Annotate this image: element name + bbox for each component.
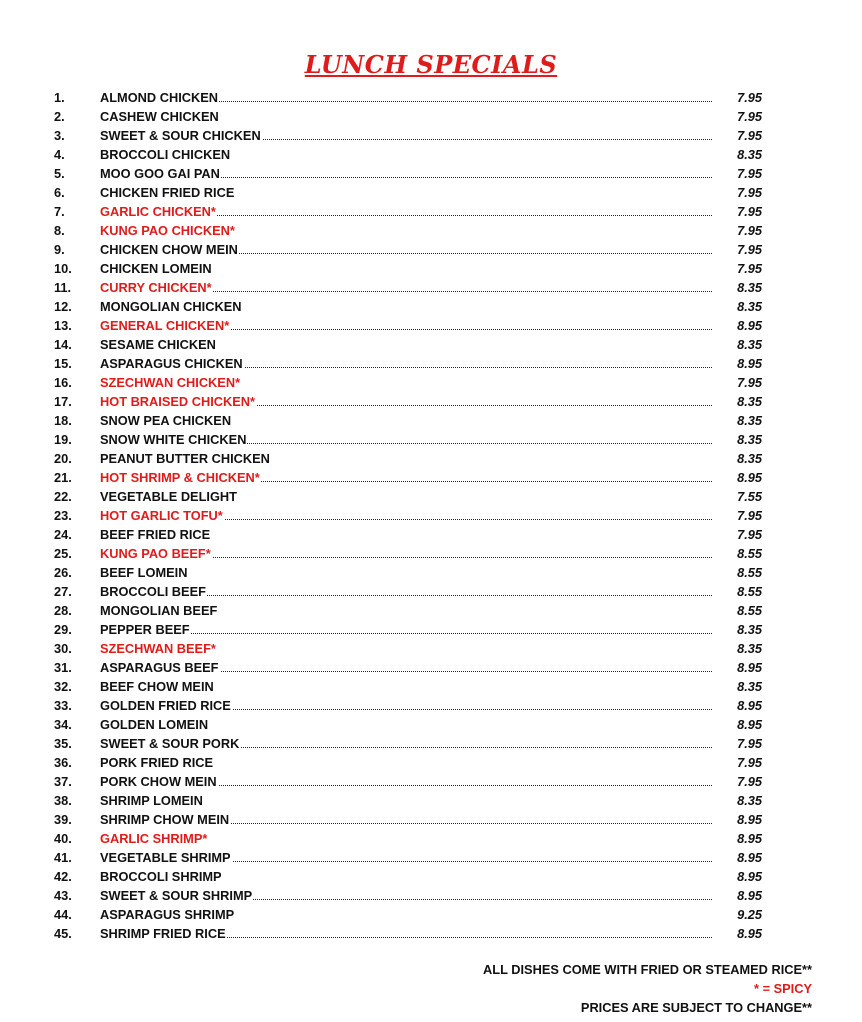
item-name: PEPPER BEEF <box>100 622 190 637</box>
item-price: 7.95 <box>737 242 762 257</box>
item-name-wrapper <box>100 582 712 601</box>
item-name: BROCCOLI SHRIMP <box>100 869 222 884</box>
item-number: 41. <box>54 850 72 865</box>
item-name-wrapper <box>100 468 712 487</box>
item-price: 7.95 <box>737 223 762 238</box>
item-name-wrapper <box>100 753 712 772</box>
menu-item <box>0 563 862 582</box>
item-price: 8.95 <box>737 831 762 846</box>
item-price: 8.55 <box>737 565 762 580</box>
item-price: 7.95 <box>737 166 762 181</box>
item-name: GOLDEN FRIED RICE <box>100 698 231 713</box>
item-name: PORK CHOW MEIN <box>100 774 217 789</box>
item-name-wrapper <box>100 164 712 183</box>
item-name: CASHEW CHICKEN <box>100 109 219 124</box>
item-price: 8.35 <box>737 641 762 656</box>
menu-item <box>0 221 862 240</box>
item-name: MONGOLIAN CHICKEN <box>100 299 242 314</box>
menu-item <box>0 240 862 259</box>
item-name-wrapper <box>100 696 712 715</box>
spicy-legend: * = SPICY <box>754 981 812 996</box>
item-price: 7.55 <box>737 489 762 504</box>
item-name-wrapper <box>100 430 712 449</box>
item-name-spicy: KUNG PAO BEEF* <box>100 546 211 561</box>
menu-item <box>0 487 862 506</box>
item-name-wrapper <box>100 525 712 544</box>
menu-item <box>0 848 862 867</box>
item-name-wrapper <box>100 107 712 126</box>
item-name-wrapper <box>100 829 712 848</box>
menu-item <box>0 354 862 373</box>
price-note: PRICES ARE SUBJECT TO CHANGE** <box>580 1000 812 1015</box>
item-name: MONGOLIAN BEEF <box>100 603 218 618</box>
menu-item <box>0 829 862 848</box>
menu-item <box>0 525 862 544</box>
menu-list <box>0 88 862 943</box>
item-number: 2. <box>54 109 65 124</box>
item-name-wrapper <box>100 278 712 297</box>
item-number: 37. <box>54 774 72 789</box>
item-name-spicy: SZECHWAN BEEF* <box>100 641 216 656</box>
menu-item <box>0 259 862 278</box>
item-name-wrapper <box>100 639 712 658</box>
item-price: 7.95 <box>737 736 762 751</box>
item-name: VEGETABLE DELIGHT <box>100 489 237 504</box>
menu-item <box>0 88 862 107</box>
item-name-spicy: GENERAL CHICKEN* <box>100 318 230 333</box>
item-price: 7.95 <box>737 774 762 789</box>
item-name: MOO GOO GAI PAN <box>100 166 220 181</box>
item-number: 18. <box>54 413 72 428</box>
item-number: 36. <box>54 755 72 770</box>
item-name: SWEET & SOUR PORK <box>100 736 240 751</box>
menu-item <box>0 335 862 354</box>
item-name: BROCCOLI CHICKEN <box>100 147 231 162</box>
menu-item <box>0 297 862 316</box>
item-name: SWEET & SOUR SHRIMP <box>100 888 253 903</box>
item-name-wrapper <box>100 392 712 411</box>
menu-item <box>0 411 862 430</box>
item-name-wrapper <box>100 335 712 354</box>
item-name-spicy: HOT BRAISED CHICKEN* <box>100 394 255 409</box>
item-name-wrapper <box>100 221 712 240</box>
menu-item <box>0 107 862 126</box>
item-number: 28. <box>54 603 72 618</box>
item-price: 8.95 <box>737 470 762 485</box>
item-name: GOLDEN LOMEIN <box>100 717 209 732</box>
item-price: 8.35 <box>737 394 762 409</box>
item-name: CHICKEN FRIED RICE <box>100 185 235 200</box>
item-number: 7. <box>54 204 65 219</box>
menu-item <box>0 677 862 696</box>
item-number: 33. <box>54 698 72 713</box>
item-name-wrapper <box>100 297 712 316</box>
item-number: 13. <box>54 318 72 333</box>
item-number: 44. <box>54 907 72 922</box>
item-name: SWEET & SOUR CHICKEN <box>100 128 261 143</box>
item-name-spicy: SZECHWAN CHICKEN* <box>100 375 241 390</box>
item-name: SNOW WHITE CHICKEN <box>100 432 247 447</box>
item-price: 7.95 <box>737 204 762 219</box>
menu-item <box>0 696 862 715</box>
item-name: CHICKEN CHOW MEIN <box>100 242 238 257</box>
menu-item <box>0 164 862 183</box>
item-price: 7.95 <box>737 375 762 390</box>
item-name-wrapper <box>100 316 712 335</box>
item-price: 8.95 <box>737 850 762 865</box>
item-number: 43. <box>54 888 72 903</box>
item-name-wrapper <box>100 373 712 392</box>
item-price: 8.35 <box>737 793 762 808</box>
item-name-wrapper <box>100 791 712 810</box>
item-price: 8.95 <box>737 356 762 371</box>
menu-item <box>0 753 862 772</box>
item-name: ALMOND CHICKEN <box>100 90 219 105</box>
item-price: 7.95 <box>737 261 762 276</box>
item-number: 27. <box>54 584 72 599</box>
item-number: 24. <box>54 527 72 542</box>
item-price: 8.35 <box>737 337 762 352</box>
item-price: 8.55 <box>737 603 762 618</box>
item-name-wrapper <box>100 886 712 905</box>
item-name-wrapper <box>100 145 712 164</box>
item-number: 38. <box>54 793 72 808</box>
item-name: VEGETABLE SHRIMP <box>100 850 231 865</box>
item-name-wrapper <box>100 449 712 468</box>
item-number: 6. <box>54 185 65 200</box>
item-name-wrapper <box>100 183 712 202</box>
item-name: BROCCOLI BEEF <box>100 584 206 599</box>
menu-item <box>0 316 862 335</box>
item-number: 32. <box>54 679 72 694</box>
item-price: 8.35 <box>737 451 762 466</box>
item-number: 9. <box>54 242 65 257</box>
item-name-wrapper <box>100 677 712 696</box>
item-name-spicy: GARLIC SHRIMP* <box>100 831 208 846</box>
menu-item <box>0 373 862 392</box>
item-number: 15. <box>54 356 72 371</box>
menu-item <box>0 430 862 449</box>
item-name-wrapper <box>100 411 712 430</box>
item-name: ASPARAGUS SHRIMP <box>100 907 235 922</box>
item-price: 7.95 <box>737 128 762 143</box>
item-name: SHRIMP FRIED RICE <box>100 926 226 941</box>
menu-item <box>0 468 862 487</box>
item-price: 8.95 <box>737 717 762 732</box>
item-name-wrapper <box>100 563 712 582</box>
menu-notes <box>483 960 812 1017</box>
item-number: 5. <box>54 166 65 181</box>
item-number: 10. <box>54 261 72 276</box>
menu-item <box>0 715 862 734</box>
item-name-spicy: HOT GARLIC TOFU* <box>100 508 223 523</box>
item-number: 23. <box>54 508 72 523</box>
item-name-wrapper <box>100 354 712 373</box>
item-name-wrapper <box>100 810 712 829</box>
item-price: 8.55 <box>737 546 762 561</box>
item-number: 17. <box>54 394 72 409</box>
item-name: SNOW PEA CHICKEN <box>100 413 232 428</box>
item-price: 8.35 <box>737 679 762 694</box>
item-price: 8.35 <box>737 147 762 162</box>
menu-item <box>0 449 862 468</box>
item-number: 25. <box>54 546 72 561</box>
item-number: 21. <box>54 470 72 485</box>
item-number: 29. <box>54 622 72 637</box>
item-price: 8.95 <box>737 812 762 827</box>
menu-item <box>0 772 862 791</box>
item-price: 7.95 <box>737 527 762 542</box>
item-price: 8.95 <box>737 660 762 675</box>
item-number: 12. <box>54 299 72 314</box>
menu-title: LUNCH SPECIALS <box>304 50 558 79</box>
item-number: 35. <box>54 736 72 751</box>
menu-item <box>0 506 862 525</box>
item-name-spicy: CURRY CHICKEN* <box>100 280 212 295</box>
item-price: 8.35 <box>737 432 762 447</box>
item-name-wrapper <box>100 259 712 278</box>
menu-item <box>0 392 862 411</box>
item-name: BEEF LOMEIN <box>100 565 188 580</box>
item-name-spicy: GARLIC CHICKEN* <box>100 204 216 219</box>
item-price: 8.95 <box>737 869 762 884</box>
item-name: PORK FRIED RICE <box>100 755 214 770</box>
item-name-spicy: KUNG PAO CHICKEN* <box>100 223 235 238</box>
item-price: 7.95 <box>737 508 762 523</box>
menu-item <box>0 126 862 145</box>
item-number: 14. <box>54 337 72 352</box>
item-price: 8.55 <box>737 584 762 599</box>
menu-item <box>0 601 862 620</box>
item-name-wrapper <box>100 487 712 506</box>
item-name-wrapper <box>100 658 712 677</box>
item-number: 22. <box>54 489 72 504</box>
menu-item <box>0 791 862 810</box>
item-price: 7.95 <box>737 755 762 770</box>
item-number: 4. <box>54 147 65 162</box>
item-price: 8.95 <box>737 698 762 713</box>
menu-item <box>0 924 862 943</box>
item-number: 39. <box>54 812 72 827</box>
item-number: 34. <box>54 717 72 732</box>
item-price: 8.35 <box>737 622 762 637</box>
item-price: 7.95 <box>737 109 762 124</box>
menu-item <box>0 810 862 829</box>
menu-item <box>0 544 862 563</box>
item-name-wrapper <box>100 506 712 525</box>
item-number: 30. <box>54 641 72 656</box>
rice-note: ALL DISHES COME WITH FRIED OR STEAMED RICE** <box>483 962 812 977</box>
item-name-wrapper <box>100 867 712 886</box>
item-name-wrapper <box>100 601 712 620</box>
menu-item <box>0 867 862 886</box>
item-number: 16. <box>54 375 72 390</box>
menu-item <box>0 639 862 658</box>
item-name-wrapper <box>100 734 712 753</box>
item-price: 8.35 <box>737 280 762 295</box>
item-price: 7.95 <box>737 90 762 105</box>
menu-item <box>0 202 862 221</box>
item-number: 11. <box>54 280 72 295</box>
item-name: SHRIMP CHOW MEIN <box>100 812 230 827</box>
item-number: 40. <box>54 831 72 846</box>
item-name: BEEF FRIED RICE <box>100 527 211 542</box>
item-name-wrapper <box>100 126 712 145</box>
menu-item <box>0 734 862 753</box>
menu-item <box>0 145 862 164</box>
menu-item <box>0 183 862 202</box>
item-name-wrapper <box>100 848 712 867</box>
item-name: SESAME CHICKEN <box>100 337 216 352</box>
item-name-wrapper <box>100 772 712 791</box>
item-number: 3. <box>54 128 65 143</box>
menu-item <box>0 886 862 905</box>
item-name: ASPARAGUS CHICKEN <box>100 356 243 371</box>
item-name: ASPARAGUS BEEF <box>100 660 219 675</box>
item-number: 19. <box>54 432 72 447</box>
item-number: 45. <box>54 926 72 941</box>
menu-item <box>0 620 862 639</box>
menu-item <box>0 905 862 924</box>
item-name: CHICKEN LOMEIN <box>100 261 212 276</box>
menu-item <box>0 658 862 677</box>
item-name: SHRIMP LOMEIN <box>100 793 203 808</box>
menu-item <box>0 582 862 601</box>
item-name-wrapper <box>100 905 712 924</box>
item-name-wrapper <box>100 88 712 107</box>
item-number: 1. <box>54 90 65 105</box>
item-price: 8.35 <box>737 299 762 314</box>
menu-item <box>0 278 862 297</box>
item-price: 7.95 <box>737 185 762 200</box>
item-price: 8.95 <box>737 926 762 941</box>
item-number: 26. <box>54 565 72 580</box>
item-name-wrapper <box>100 620 712 639</box>
item-name: BEEF CHOW MEIN <box>100 679 214 694</box>
item-name: PEANUT BUTTER CHICKEN <box>100 451 270 466</box>
item-name-spicy: HOT SHRIMP & CHICKEN* <box>100 470 260 485</box>
item-number: 31. <box>54 660 72 675</box>
item-name-wrapper <box>100 240 712 259</box>
item-name-wrapper <box>100 202 712 221</box>
item-name-wrapper <box>100 924 712 943</box>
item-price: 9.25 <box>737 907 762 922</box>
item-number: 20. <box>54 451 72 466</box>
item-number: 8. <box>54 223 65 238</box>
item-name-wrapper <box>100 544 712 563</box>
item-price: 8.95 <box>737 318 762 333</box>
item-number: 42. <box>54 869 72 884</box>
item-price: 8.35 <box>737 413 762 428</box>
item-name-wrapper <box>100 715 712 734</box>
item-price: 8.95 <box>737 888 762 903</box>
